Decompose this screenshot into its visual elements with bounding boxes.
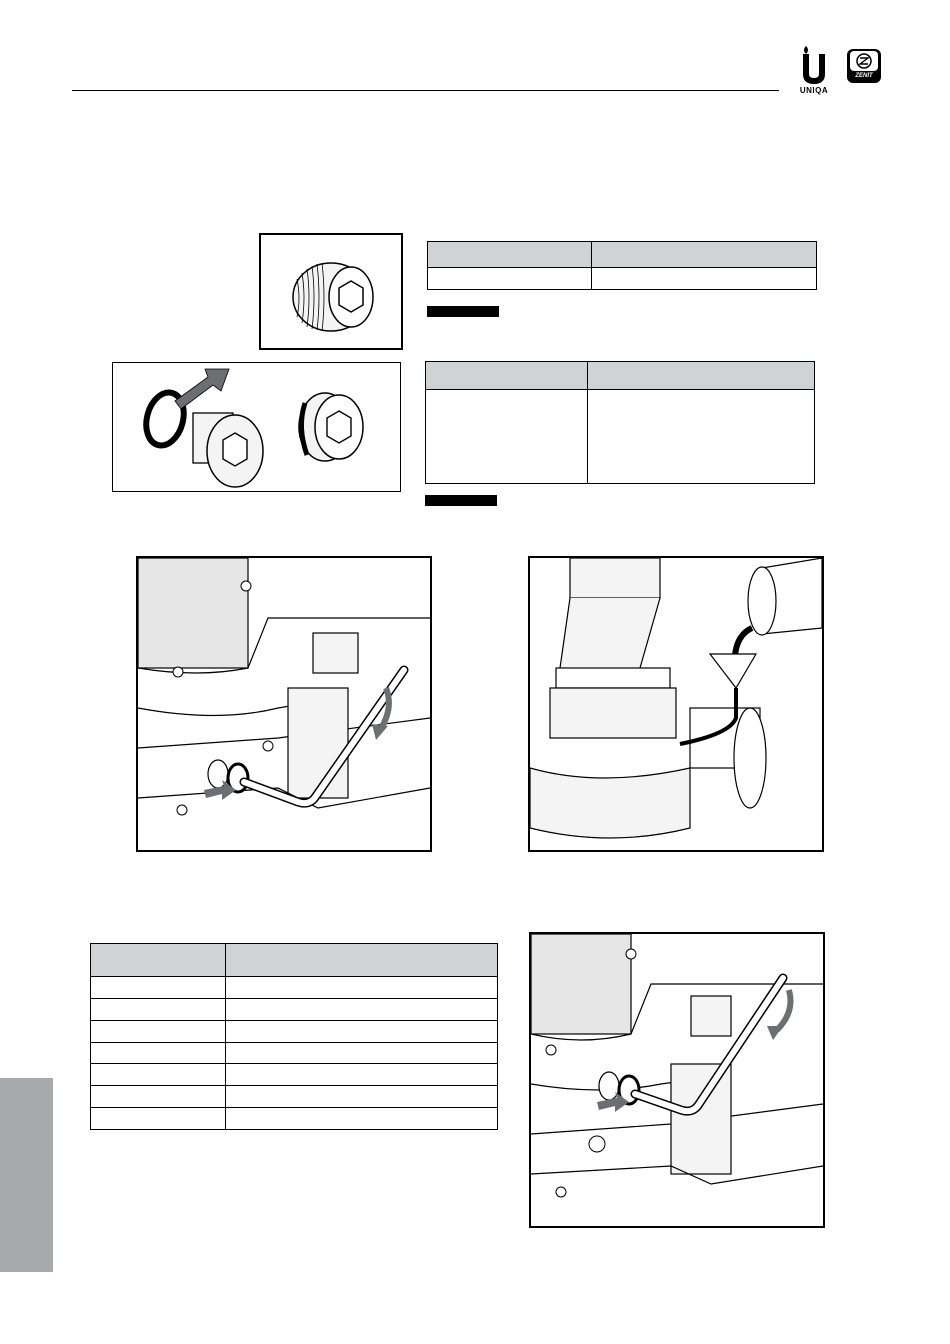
plug-table-header-cell — [592, 242, 817, 268]
uniqa-logo-icon — [794, 46, 834, 98]
oil-table-cell — [226, 1108, 498, 1130]
oil-table-cell — [91, 1064, 226, 1086]
oil-table-cell — [226, 1020, 498, 1042]
oring-table-header-cell — [588, 362, 815, 390]
warning-label — [425, 495, 497, 506]
oil-table-header-cell — [226, 944, 498, 977]
oring-table-cell — [426, 390, 588, 484]
oring-illustration — [112, 362, 401, 492]
oil-table-cell — [91, 1086, 226, 1108]
oil-table-cell — [226, 998, 498, 1020]
zenit-logo-icon — [846, 48, 882, 84]
oring-table-cell — [588, 390, 815, 484]
oil-table-cell — [226, 1064, 498, 1086]
plug-refit-illustration — [529, 932, 825, 1228]
oil-table-cell — [226, 1042, 498, 1064]
uniqa-brand-text: UNIQA — [799, 86, 829, 95]
oil-table-cell — [226, 977, 498, 999]
plug-table-cell — [428, 268, 592, 290]
plug-table-header-cell — [428, 242, 592, 268]
oil-filling-illustration — [528, 556, 824, 852]
oil-table-cell — [226, 1086, 498, 1108]
zenit-brand-text: ZENIT — [855, 73, 873, 79]
oring-spec-table — [425, 361, 815, 484]
oil-table-cell — [91, 1108, 226, 1130]
section-side-tab — [0, 1078, 53, 1272]
oil-spec-table — [90, 943, 498, 1130]
oil-table-header-cell — [91, 944, 226, 977]
plug-spec-table — [427, 241, 817, 290]
plug-table-cell — [592, 268, 817, 290]
oring-table-header-cell — [426, 362, 588, 390]
warning-label — [427, 306, 499, 317]
oil-table-cell — [91, 1042, 226, 1064]
plug-illustration — [259, 233, 403, 350]
oil-table-cell — [91, 977, 226, 999]
header-rule — [72, 90, 779, 91]
plug-removal-illustration — [136, 556, 432, 852]
oil-table-cell — [91, 1020, 226, 1042]
oil-table-cell — [91, 998, 226, 1020]
